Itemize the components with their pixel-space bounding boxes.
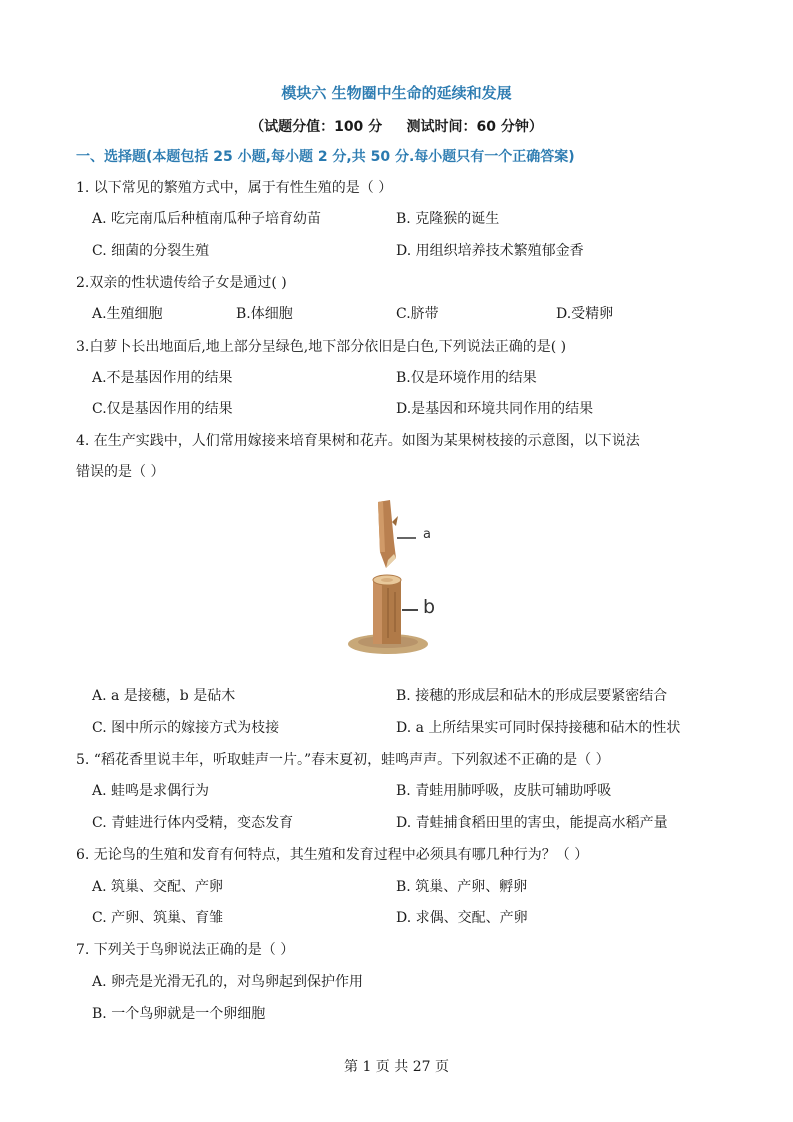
question-6-stem: 6. 无论鸟的生殖和发育有何特点，其生殖和发育过程中必须具有哪几种行为？（ ） xyxy=(76,847,589,863)
question-1-option-d: D. 用组织培养技术繁殖郁金香 xyxy=(396,243,584,259)
question-1-option-a: A. 吃完南瓜后种植南瓜种子培育幼苗 xyxy=(92,211,322,227)
question-7-option-b: B. 一个鸟卵就是一个卵细胞 xyxy=(92,1006,266,1022)
question-2-stem: 2.双亲的性状遗传给子女是通过( ) xyxy=(76,275,287,291)
question-6-option-c: C. 产卵、筑巢、育雏 xyxy=(92,910,224,926)
question-3-option-d: D.是基因和环境共同作用的结果 xyxy=(396,401,594,417)
question-2-option-b: B.体细胞 xyxy=(236,306,293,322)
question-4-option-d: D. a 上所结果实可同时保持接穗和砧木的性状 xyxy=(396,720,681,736)
question-4-option-b: B. 接穗的形成层和砧木的形成层要紧密结合 xyxy=(396,688,668,704)
question-4-stem-line-1: 4. 在生产实践中，人们常用嫁接来培育果树和花卉。如图为某果树枝接的示意图，以下说法 xyxy=(76,433,640,449)
question-3-stem: 3.白萝卜长出地面后,地上部分呈绿色,地下部分依旧是白色,下列说法正确的是( ) xyxy=(76,339,567,355)
question-3-option-b: B.仅是环境作用的结果 xyxy=(396,370,537,386)
question-1-stem: 1. 以下常见的繁殖方式中，属于有性生殖的是（ ） xyxy=(76,180,393,196)
label-a: a xyxy=(423,527,431,542)
question-5-option-c: C. 青蛙进行体内受精，变态发育 xyxy=(92,815,294,831)
question-7-stem: 7. 下列关于鸟卵说法正确的是（ ） xyxy=(76,942,295,958)
question-3-option-c: C.仅是基因作用的结果 xyxy=(92,401,233,417)
question-3-option-a: A.不是基因作用的结果 xyxy=(92,370,233,386)
page-title: 模块六 生物圈中生命的延续和发展 xyxy=(281,84,512,102)
question-5-option-a: A. 蛙鸣是求偶行为 xyxy=(92,783,210,799)
question-4-option-c: C. 图中所示的嫁接方式为枝接 xyxy=(92,720,280,736)
question-1-option-b: B. 克隆猴的诞生 xyxy=(396,211,500,227)
question-2-option-c: C.脐带 xyxy=(396,306,439,322)
question-6-option-d: D. 求偶、交配、产卵 xyxy=(396,910,528,926)
question-5-option-d: D. 青蛙捕食稻田里的害虫，能提高水稻产量 xyxy=(396,815,668,831)
grafting-diagram xyxy=(340,492,460,658)
page-subtitle: （试题分值：100 分 测试时间：60 分钟） xyxy=(250,119,543,135)
question-7-option-a: A. 卵壳是光滑无孔的，对鸟卵起到保护作用 xyxy=(92,974,364,990)
question-6-option-a: A. 筑巢、交配、产卵 xyxy=(92,879,224,895)
question-5-stem: 5. “稻花香里说丰年，听取蛙声一片。”春末夏初，蛙鸣声声。下列叙述不正确的是（ ） xyxy=(76,752,610,768)
question-2-option-d: D.受精卵 xyxy=(556,306,614,322)
page-number-footer: 第 1 页 共 27 页 xyxy=(344,1059,449,1075)
question-4-stem-line-2: 错误的是（ ） xyxy=(76,464,165,480)
question-5-option-b: B. 青蛙用肺呼吸，皮肤可辅助呼吸 xyxy=(396,783,612,799)
question-4-option-a: A. a 是接穗，b 是砧木 xyxy=(92,688,236,704)
label-b: b xyxy=(423,596,436,618)
scion-bud xyxy=(392,516,398,526)
question-1-option-c: C. 细菌的分裂生殖 xyxy=(92,243,210,259)
section-heading: 一、选择题(本题包括 25 小题,每小题 2 分,共 50 分.每小题只有一个正确答案) xyxy=(76,149,575,165)
question-6-option-b: B. 筑巢、产卵、孵卵 xyxy=(396,879,528,895)
question-2-option-a: A.生殖细胞 xyxy=(92,306,163,322)
